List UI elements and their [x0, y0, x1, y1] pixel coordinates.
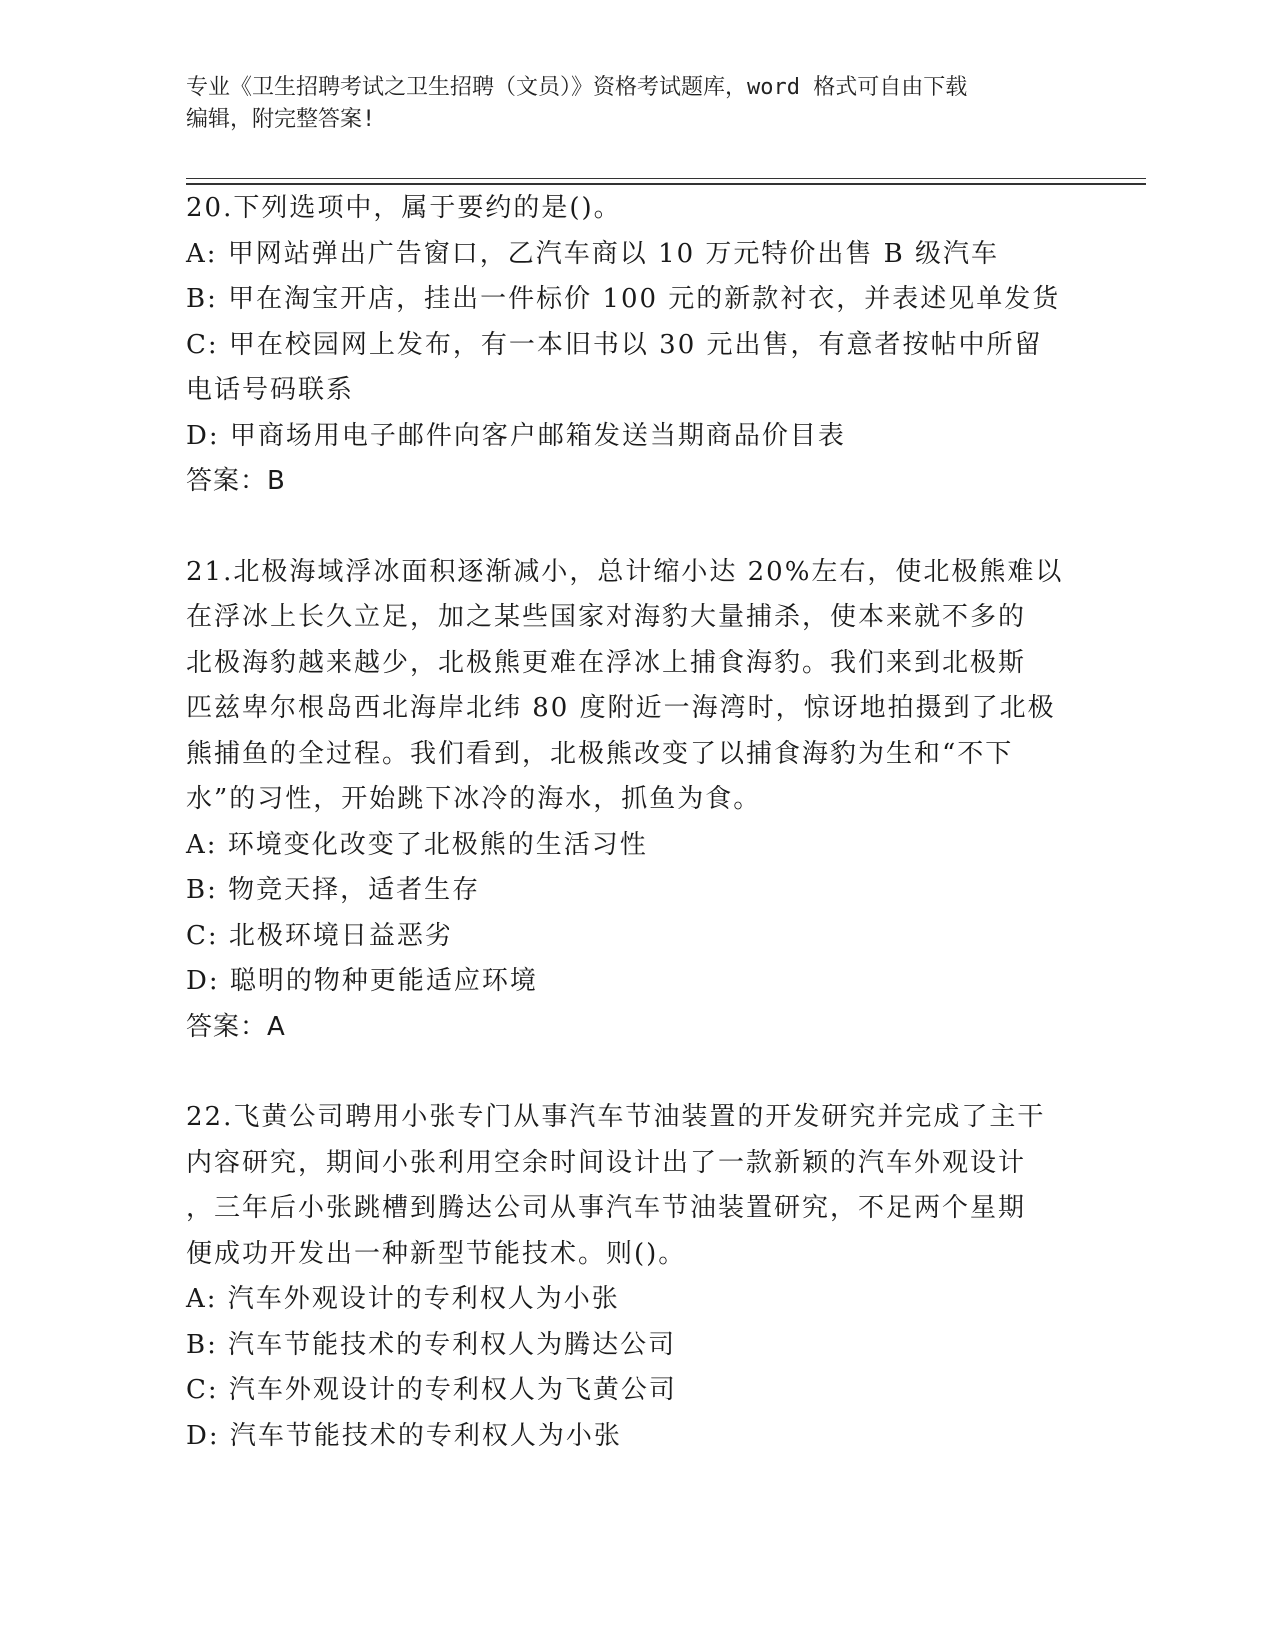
- header-divider-thick: [186, 183, 1146, 185]
- document-header: [186, 72, 1086, 136]
- question-stem-line: 便成功开发出一种新型节能技术。则()。: [186, 1238, 687, 1269]
- answer-option-line: A: 汽车外观设计的专利权人为小张: [186, 1284, 620, 1314]
- header-line-2: 编辑，附完整答案!: [186, 107, 376, 132]
- answer-option-line: B: 汽车节能技术的专利权人为腾达公司: [186, 1329, 677, 1360]
- question-block: [186, 1095, 1086, 1459]
- question-list: [186, 186, 1086, 1459]
- answer-option-line: C: 甲在校园网上发布，有一本旧书以 30 元出售，有意者按帖中所留: [186, 329, 1043, 360]
- header-line-1: 专业《卫生招聘考试之卫生招聘（文员）》资格考试题库，word 格式可自由下载: [186, 75, 968, 100]
- question-stem-line: 在浮冰上长久立足，加之某些国家对海豹大量捕杀，使本来就不多的: [186, 602, 1027, 632]
- question-stem-line: 内容研究，期间小张利用空余时间设计出了一款新颖的汽车外观设计: [186, 1147, 1027, 1178]
- question-stem-line: ，三年后小张跳槽到腾达公司从事汽车节油装置研究，不足两个星期: [186, 1193, 1027, 1223]
- header-divider-thin: [186, 178, 1146, 179]
- answer-option-line: D: 甲商场用电子邮件向客户邮箱发送当期商品价目表: [186, 420, 846, 451]
- answer-option-line: C: 北极环境日益恶劣: [186, 920, 453, 951]
- answer-option-line: D: 聪明的物种更能适应环境: [186, 966, 538, 996]
- answer-option-line: D: 汽车节能技术的专利权人为小张: [186, 1420, 622, 1451]
- question-stem-line: 20.下列选项中，属于要约的是()。: [186, 193, 622, 223]
- question-stem-line: 22.飞黄公司聘用小张专门从事汽车节油装置的开发研究并完成了主干: [186, 1102, 1046, 1132]
- question-stem-line: 水”的习性，开始跳下冰冷的海水，抓鱼为食。: [186, 784, 762, 814]
- answer-option-line: A: 甲网站弹出广告窗口，乙汽车商以 10 万元特价出售 B 级汽车: [186, 238, 1000, 269]
- answer-option-line: B: 甲在淘宝开店，挂出一件标价 100 元的新款衬衣，并表述见单发货: [186, 284, 1061, 314]
- answer-key: 答案：B: [186, 466, 286, 496]
- question-block: [186, 550, 1086, 1051]
- question-block: [186, 186, 1086, 505]
- answer-option-line: 电话号码联系: [186, 375, 355, 405]
- question-stem-line: 北极海豹越来越少，北极熊更难在浮冰上捕食海豹。我们来到北极斯: [186, 647, 1027, 678]
- answer-option-line: B: 物竞天择，适者生存: [186, 875, 481, 905]
- question-stem-line: 熊捕鱼的全过程。我们看到，北极熊改变了以捕食海豹为生和“不下: [186, 738, 1014, 769]
- question-stem-line: 21.北极海域浮冰面积逐渐减小，总计缩小达 20%左右，使北极熊难以: [186, 556, 1064, 587]
- answer-option-line: A: 环境变化改变了北极熊的生活习性: [186, 829, 648, 860]
- answer-key: 答案：A: [186, 1011, 286, 1042]
- question-gap: [186, 505, 1086, 550]
- question-gap: [186, 1050, 1086, 1095]
- question-stem-line: 匹兹卑尔根岛西北海岸北纬 80 度附近一海湾时，惊讶地拍摄到了北极: [186, 693, 1056, 723]
- answer-option-line: C: 汽车外观设计的专利权人为飞黄公司: [186, 1375, 677, 1405]
